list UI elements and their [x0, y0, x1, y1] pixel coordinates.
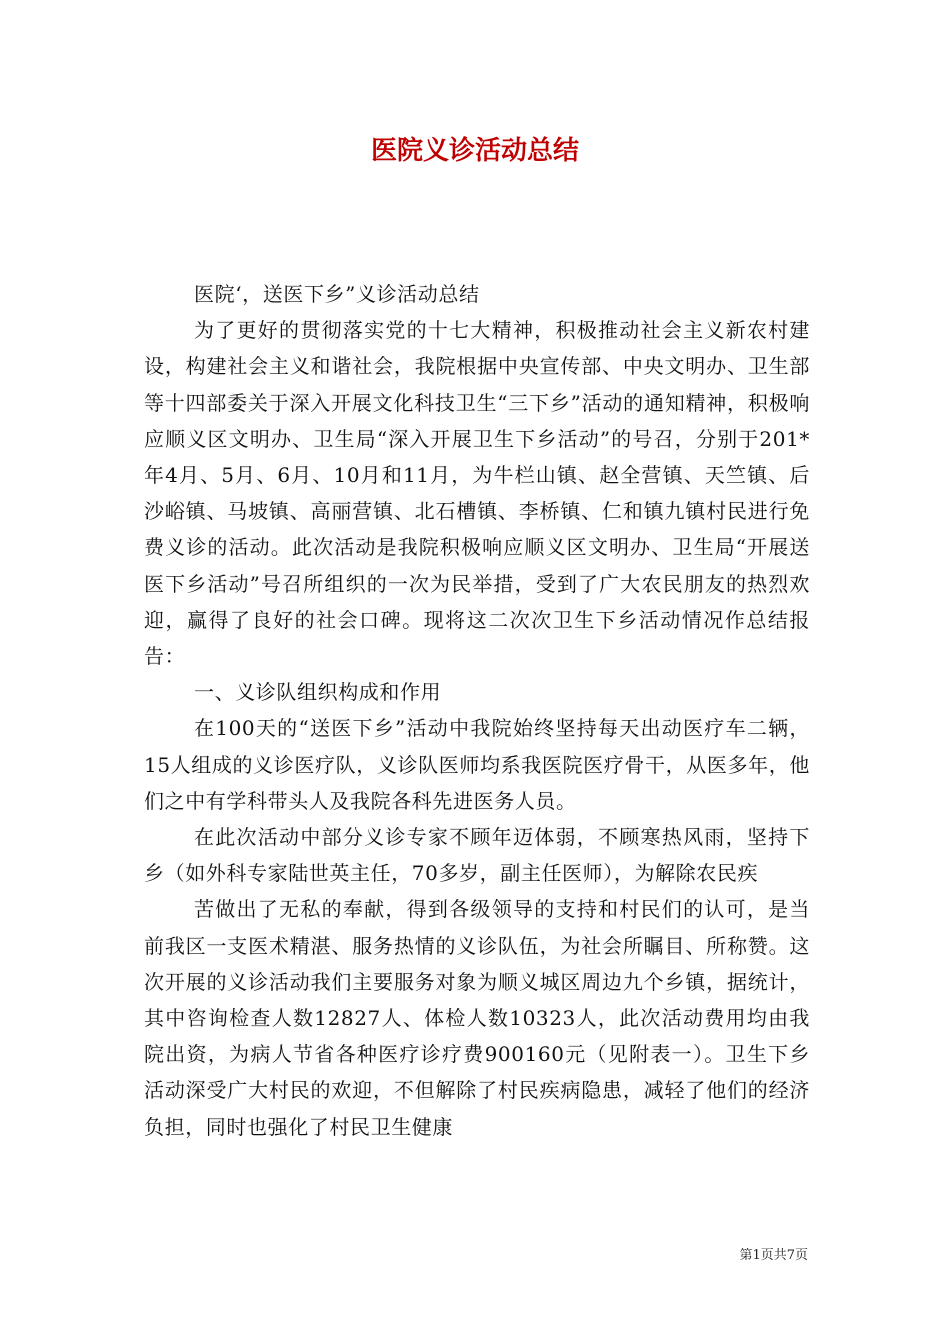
paragraph-experts: 在此次活动中部分义诊专家不顾年迈体弱，不顾寒热风雨，坚持下乡（如外科专家陆世英主任，70多岁，副主任医师），为解除农民疾 — [144, 825, 810, 886]
section-heading: 一、义诊队组织构成和作用 — [194, 680, 442, 705]
paragraph-intro: 为了更好的贯彻落实党的十七大精神，积极推动社会主义新农村建设，构建社会主义和谐社会，我院根据中央宣传部、中央文明办、卫生部等十四部委关于深入开展文化科技卫生“三下乡”活动的通知精神，积极响应顺义区文明办、卫生局“深入开展卫生下乡活动”的号召，分别于201*年4月、5月、6月、10月和11月，为牛栏山镇、赵全营镇、天竺镇、后沙峪镇、马坡镇、高丽营镇、北石槽镇、李桥镇、仁和镇九镇村民进行免费义诊的活动。此次活动是我院积极响应顺义区文明办、卫生局“开展送医下乡活动”号召所组织的一次为民举措，受到了广大农民朋友的热烈欢迎，赢得了良好的社会口碑。现将这二次次卫生下乡活动情况作总结报告： — [144, 318, 810, 669]
paragraph-results: 苦做出了无私的奉献，得到各级领导的支持和村民们的认可，是当前我区一支医术精湛、服务热情的义诊队伍，为社会所瞩目、所称赞。这次开展的义诊活动我们主要服务对象为顺义城区周边九个乡镇，据统计，其中咨询检查人数12827人、体检人数10323人，此次活动费用均由我院出资，为病人节省各种医疗诊疗费900160元（见附表一）。卫生下乡活动深受广大村民的欢迎，不但解除了村民疾病隐患，减轻了他们的经济负担，同时也强化了村民卫生健康 — [144, 897, 810, 1139]
page-title: 医院义诊活动总结 — [370, 136, 579, 166]
paragraph-subtitle: 医院‘，送医下乡”义诊活动总结 — [194, 282, 480, 306]
page-number: 第1页共7页 — [739, 1248, 808, 1263]
paragraph-team: 在100天的“送医下乡”活动中我院始终坚持每天出动医疗车二辆，15人组成的义诊医疗队，义诊队医师均系我医院医疗骨干，从医多年，他们之中有学科带头人及我院各科先进医务人员。 — [144, 716, 810, 813]
document-body — [144, 276, 810, 1145]
